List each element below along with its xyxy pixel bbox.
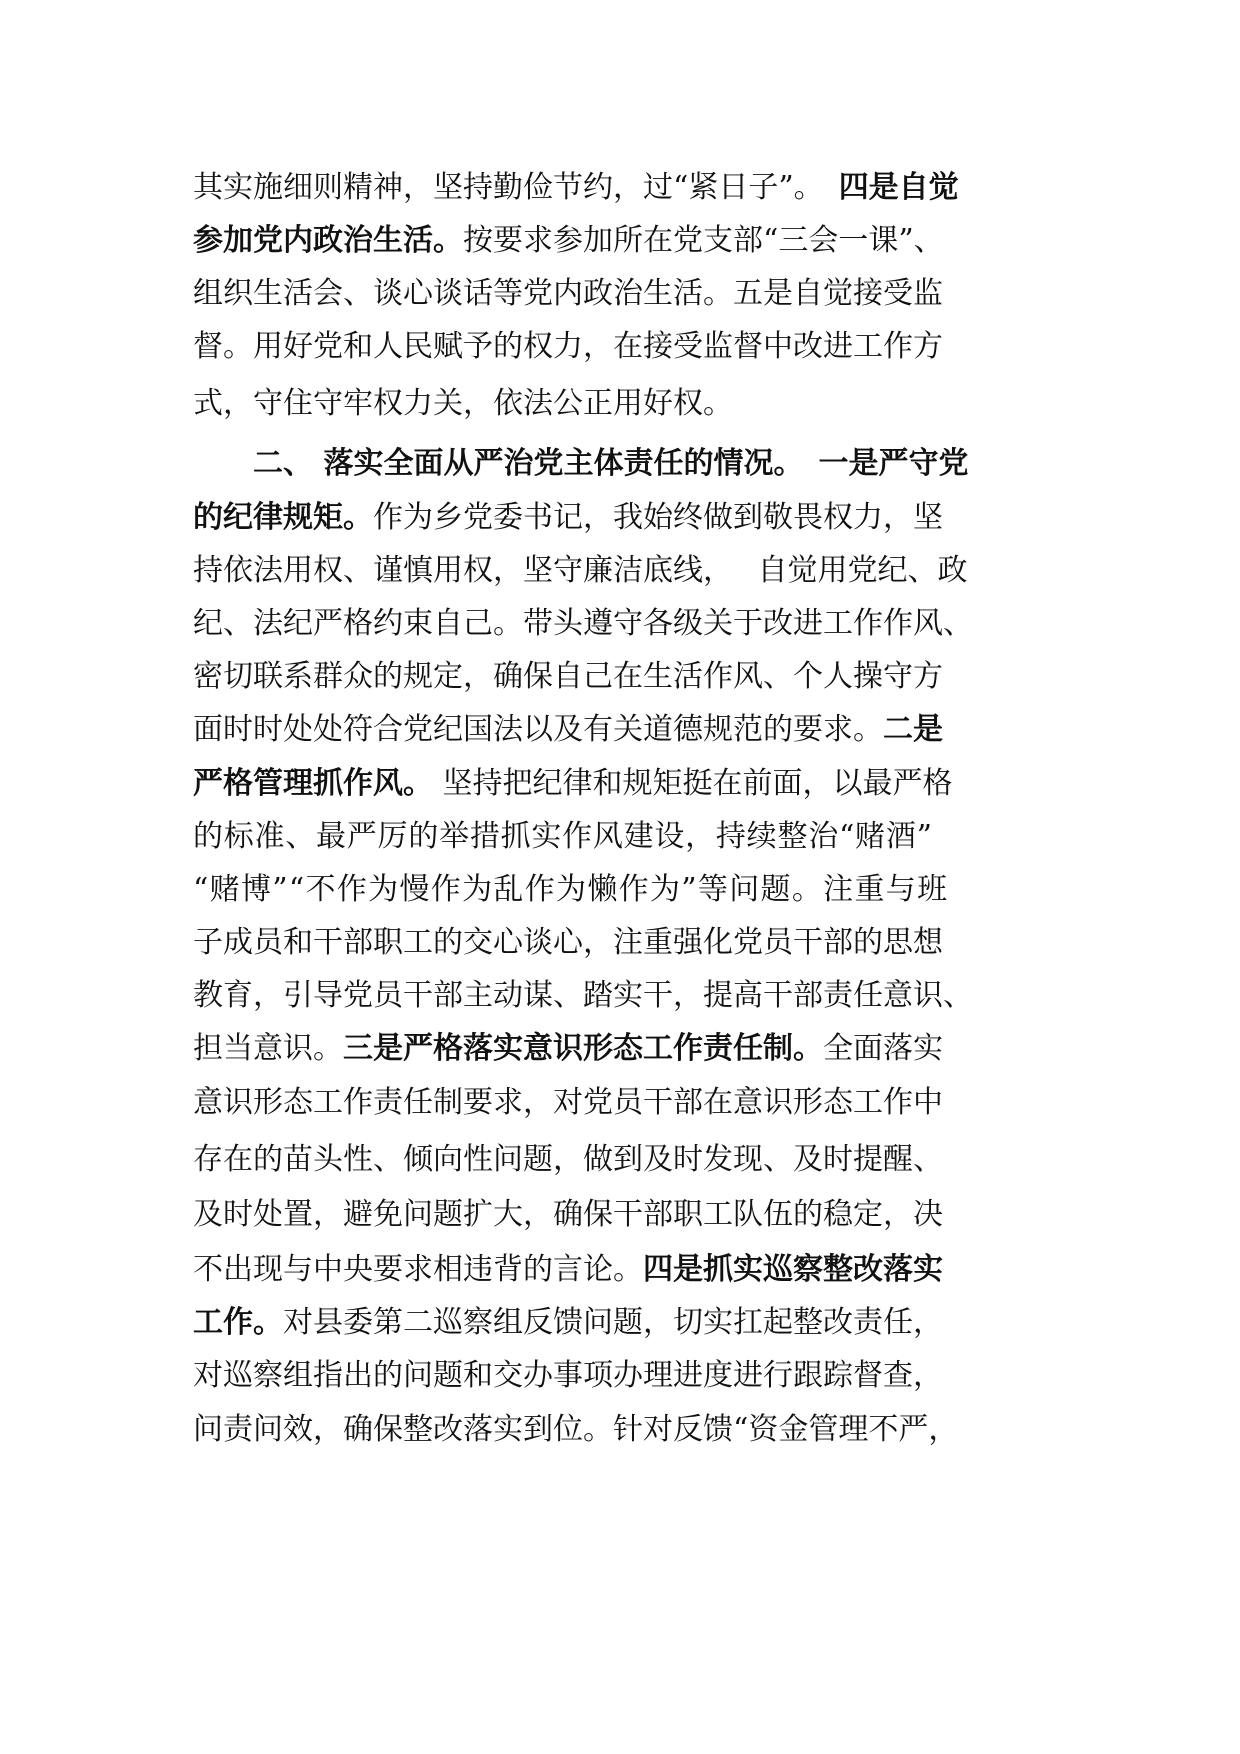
text-segment: 不出现与中央要求相违背的言论。 (193, 1252, 643, 1287)
text-segment: 作为乡党委书记，我始终做到敬畏权力，坚 (373, 500, 943, 535)
bold-text-segment: 三是严格落实意识形态工作责任制。 (343, 1031, 823, 1066)
bold-text-segment: 工作。 (193, 1305, 283, 1340)
text-segment: 持依法用权、谨慎用权，坚守廉洁底线， 自觉用党纪、政 (193, 553, 968, 588)
bold-text-segment: 二、 落实全面从严治党主体责任的情况。 一是严守党 (253, 446, 969, 481)
bold-text-segment: 严格管理抓作风。 (193, 766, 433, 801)
text-line (193, 764, 953, 804)
text-segment: 督。用好党和人民赋予的权力，在接受监督中改进工作方 (193, 329, 943, 364)
bold-text-segment: 四是抓实巡察整改落实 (643, 1252, 943, 1287)
text-line (193, 1410, 958, 1450)
text-segment: 按要求参加所在党支部“三会一课”、 (463, 223, 944, 258)
text-line (193, 551, 968, 591)
bold-text-segment: 参加党内政治生活。 (193, 223, 463, 258)
text-segment: 组织生活会、谈心谈话等党内政治生活。五是自觉接受监 (193, 276, 943, 311)
bold-text-segment: 二是 (883, 712, 943, 747)
text-segment: 及时处置，避免问题扩大，确保干部职工队伍的稳定，决 (193, 1197, 943, 1232)
text-segment: 担当意识。 (193, 1031, 343, 1066)
text-line (193, 1356, 943, 1396)
text-line (193, 657, 943, 697)
text-segment: 纪、法纪严格约束自己。带头遵守各级关于改进工作作风、 (193, 606, 973, 641)
text-line (193, 976, 973, 1016)
text-segment: 面时时处处符合党纪国法以及有关道德规范的要求。 (193, 712, 883, 747)
text-segment: 全面落实 (823, 1031, 943, 1066)
text-segment: 教育，引导党员干部主动谋、踏实干，提高干部责任意识、 (193, 978, 973, 1013)
text-line (193, 384, 733, 424)
text-line (193, 327, 943, 367)
text-segment: 式，守住守牢权力关，依法公正用好权。 (193, 386, 733, 421)
text-segment: 意识形态工作责任制要求，对党员干部在意识形态工作中 (193, 1085, 943, 1120)
text-segment: 问责问效，确保整改落实到位。针对反馈“资金管理不严， (193, 1412, 959, 1447)
text-line (193, 221, 944, 261)
text-segment: 子成员和干部职工的交心谈心，注重强化党员干部的思想 (193, 925, 943, 960)
text-segment: “赌博”“不作为慢作为乱作为懒作为”等问题。注重与班 (193, 872, 949, 907)
text-segment: 的标准、最严厉的举措抓实作风建设，持续整治“赌酒” (193, 819, 933, 854)
text-segment: 其实施细则精神，坚持勤俭节约，过“紧日子”。 (193, 170, 839, 205)
text-line (193, 710, 943, 750)
text-line (253, 444, 968, 484)
text-segment: 坚持把纪律和规矩挺在前面，以最严格 (433, 766, 953, 801)
text-segment: 对巡察组指出的问题和交办事项办理进度进行跟踪督查， (193, 1358, 943, 1393)
text-line (193, 923, 943, 963)
text-line (193, 498, 943, 538)
text-line (193, 1083, 943, 1123)
text-line (193, 870, 948, 910)
bold-text-segment: 的纪律规矩。 (193, 500, 373, 535)
text-segment: 存在的苗头性、倾向性问题，做到及时发现、及时提醒、 (193, 1142, 943, 1177)
text-line (193, 817, 933, 857)
bold-text-segment: 四是自觉 (838, 170, 959, 205)
text-line (193, 604, 973, 644)
text-line (193, 274, 943, 314)
text-line (193, 1250, 943, 1290)
text-line (193, 1029, 943, 1069)
text-segment: 对县委第二巡察组反馈问题，切实扛起整改责任， (283, 1305, 943, 1340)
text-line (193, 1303, 943, 1343)
text-line (193, 1195, 943, 1235)
text-line (193, 1140, 943, 1180)
text-line (193, 168, 959, 208)
text-segment: 密切联系群众的规定，确保自己在生活作风、个人操守方 (193, 659, 943, 694)
